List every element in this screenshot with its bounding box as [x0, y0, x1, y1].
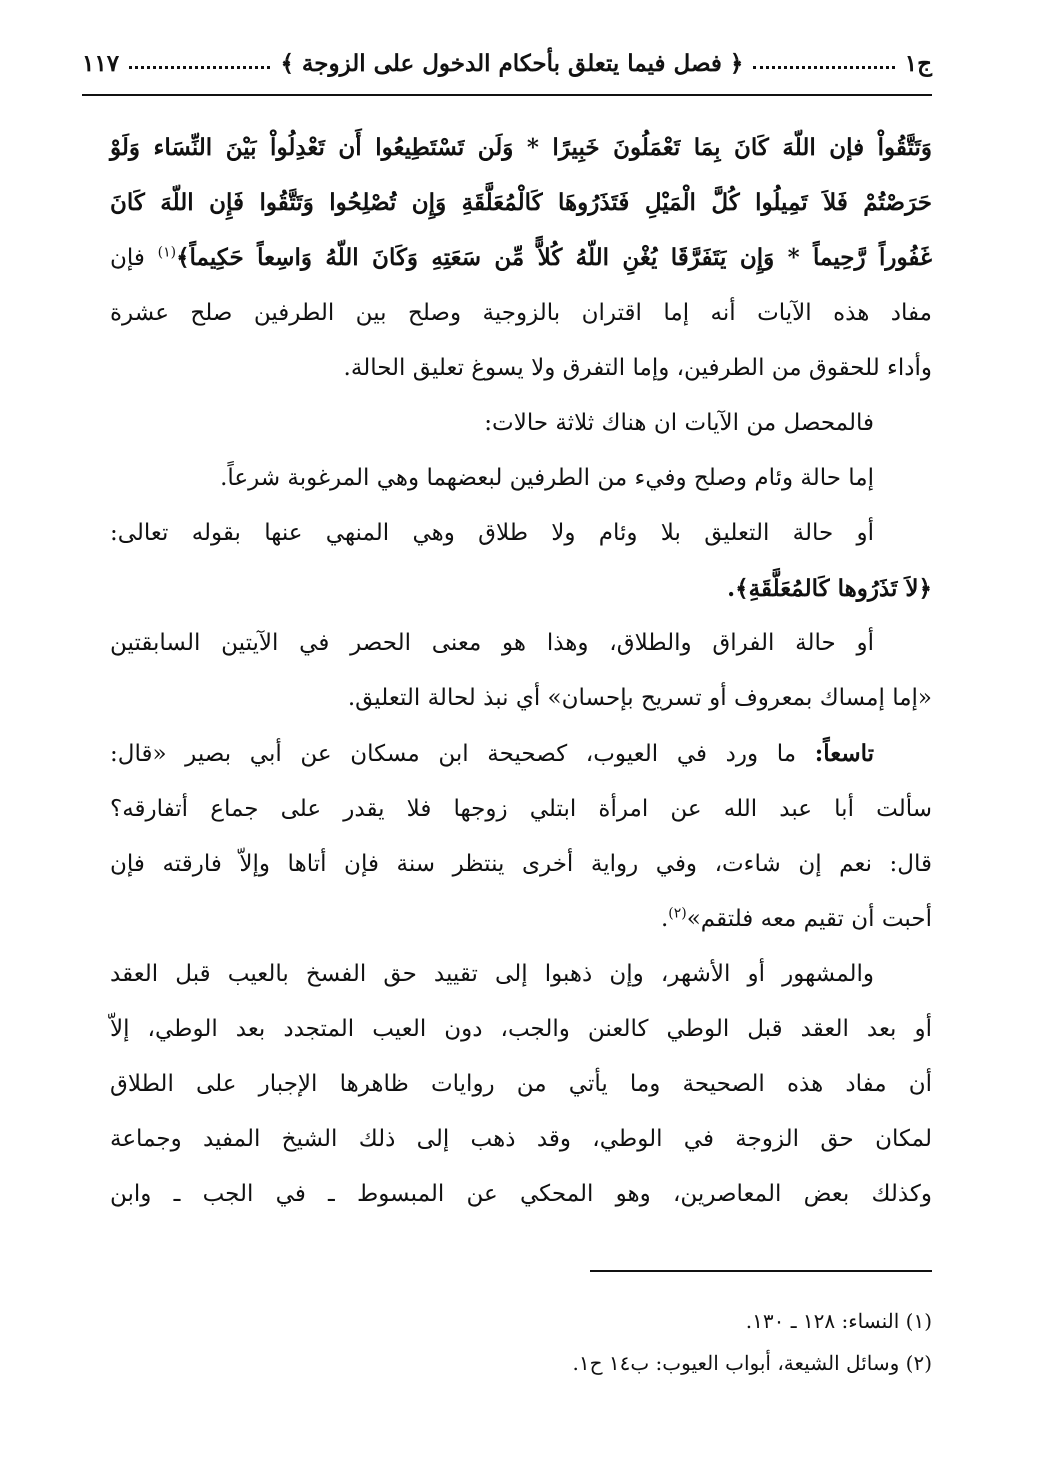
footnote-1: (١) النساء: ١٢٨ ـ ١٣٠.: [745, 1309, 932, 1333]
quran-verse-line: وَتَتَّقُواْ فإن اللّهَ كَانَ بِمَا تَعْمَلُونَ خَبِيرًا * وَلَن تَسْتَطِيعُوا أَن تَعْدِلُواْ بَيْنَ النِّسَاء وَلَوْ: [110, 134, 932, 161]
paragraph-line: «إما إمساك بمعروف أو تسريح بإحسان» أي نبذ لحالة التعليق.: [347, 685, 932, 711]
paragraph-line: أو بعد العقد قبل الوطي كالعنن والجب، دون العيب المتجدد بعد الوطي، إلاّ: [110, 1016, 932, 1042]
paragraph-line: فالمحصل من الآيات ان هناك ثلاثة حالات:: [484, 410, 874, 436]
running-header: [82, 38, 932, 88]
paragraph-line: أن مفاد هذه الصحيحة وما يأتي من روايات ظاهرها الإجبار على الطلاق: [110, 1071, 932, 1097]
section-label: تاسعاً:: [814, 740, 875, 767]
footnote-separator: [590, 1270, 932, 1272]
footnote-ref-2: (٢): [668, 905, 687, 922]
paragraph-line: أحبت أن تقيم معه فلتقم»$^{(٢)}$.: [660, 905, 932, 932]
section-ninth: تاسعاً: ما ورد في العيوب، كصحيحة ابن مسكان عن أبي بصير «قال:: [110, 740, 875, 767]
quran-quote: ﴿لاَ تَذَرُوها كَالمُعَلَّقَةِ﴾.: [727, 575, 932, 602]
main-text: [110, 120, 932, 1222]
volume-label: ج١: [904, 49, 932, 77]
footnote-ref-1: (١): [157, 244, 177, 261]
paragraph-line: وكذلك بعض المعاصرين، وهو المحكي عن المبسوط ـ في الجب ـ وابن: [110, 1181, 932, 1207]
paragraph-line: لمكان حق الزوجة في الوطي، وقد ذهب إلى ذلك الشيخ المفيد وجماعة: [110, 1126, 932, 1152]
paragraph-line: والمشهور أو الأشهر، وإن ذهبوا إلى تقييد حق الفسخ بالعيب قبل العقد: [110, 961, 874, 987]
page-number: ١١٧: [82, 49, 120, 77]
footnotes: [110, 1300, 932, 1384]
paragraph-line: قال: نعم إن شاءت، وفي رواية أخرى ينتظر سنة فإن أتاها وإلاّ فارقته فإن: [110, 851, 932, 877]
footnote-2: (٢) وسائل الشيعة، أبواب العيوب: ب١٤ ح١.: [572, 1351, 932, 1375]
paragraph-line: سألت أبا عبد الله عن امرأة ابتلي زوجها فلا يقدر على جماع أتفارقه؟: [110, 796, 932, 822]
case-item: إما حالة وئام وصلح وفيء من الطرفين لبعضهما وهي المرغوبة شرعاً.: [220, 465, 874, 491]
quran-verse-line: حَرَصْتُمْ فَلاَ تَمِيلُوا كُلَّ الْمَيْلِ فَتَذَرُوهَا كَالْمُعَلَّقَةِ وَإِن تُصْلِحُوا وَتَتَّقُوا فَإِن اللّهَ كَانَ: [110, 189, 932, 216]
header-dot-leader-left: [129, 66, 270, 69]
chapter-title: ﴿ فصل فيما يتعلق بأحكام الدخول على الزوجة ﴾: [280, 49, 744, 77]
quran-verse-line-end: غَفُوراً رَّحِيماً * وَإِن يَتَفَرَّقَا يُغْنِ اللّهُ كُلاًّ مِّن سَعَتِهِ وَكَانَ اللّهُ وَاسِعاً حَكِيماً﴾$^{(١)}$ فإن: [110, 244, 933, 271]
header-dot-leader-right: [753, 66, 894, 69]
paragraph-line: مفاد هذه الآيات أنه إما اقتران بالزوجية وصلح بين الطرفين صلح عشرة: [110, 300, 932, 326]
case-item: أو حالة التعليق بلا وئام ولا طلاق وهي المنهي عنها بقوله تعالى:: [110, 520, 874, 546]
header-rule: [82, 94, 932, 96]
case-item: أو حالة الفراق والطلاق، وهذا هو معنى الحصر في الآيتين السابقتين: [110, 630, 874, 656]
paragraph-line: وأداء للحقوق من الطرفين، وإما التفرق ولا يسوغ تعليق الحالة.: [343, 355, 932, 381]
